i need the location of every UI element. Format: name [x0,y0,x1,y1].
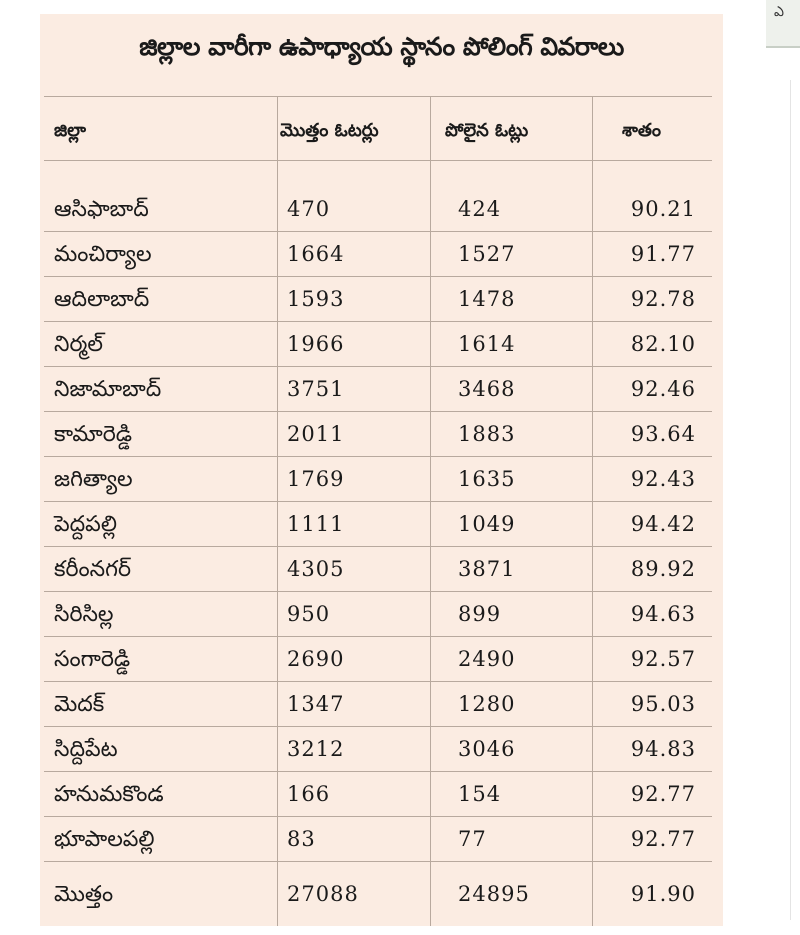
table-row [40,682,723,727]
percentage: 82.10 [630,332,696,356]
percentage: 94.63 [630,602,696,626]
total-voters: 1593 [287,287,345,311]
table-row [40,277,723,322]
polled-votes: 3468 [458,377,516,401]
percentage: 92.77 [630,827,696,851]
header-district: జిల్లా [54,120,87,141]
adjacent-column-glyph: ఎ [774,4,784,20]
district-name: కామారెడ్డి [54,422,133,447]
header-percentage: శాతం [622,120,662,141]
district-name: ఆసిఫాబాద్ [54,197,149,222]
total-voters: 3212 [287,737,345,761]
district-name: జగిత్యాల [54,467,133,492]
polled-votes: 154 [458,782,502,806]
polled-votes: 1614 [458,332,516,356]
table-row [40,592,723,637]
total-voters: 2690 [287,647,345,671]
percentage: 92.46 [630,377,696,401]
district-name: మంచిర్యాల [54,242,152,267]
total-voters: 4305 [287,557,345,581]
row-rule [44,861,712,862]
header-bottom-rule [44,160,712,161]
header-polled-votes: పోలైన ఓట్లు [445,120,529,141]
percentage: 95.03 [630,692,696,716]
table-row [40,817,723,862]
adjacent-column-tab [766,0,800,48]
table-title: జిల్లాల వారీగా ఉపాధ్యాయ స్థానం పోలింగ్ వివరాలు [139,32,624,61]
total-voters: 1769 [287,467,345,491]
polled-votes: 899 [458,602,502,626]
district-name: కరీంనగర్ [54,557,132,582]
district-name: నిజామాబాద్ [54,377,162,402]
table-row [40,412,723,457]
total-voters: 2011 [287,422,345,446]
district-name: సిరిసిల్ల [54,602,114,627]
polled-votes: 77 [458,827,487,851]
percentage: 89.92 [630,557,696,581]
percentage: 92.78 [630,287,696,311]
district-name: భూపాలపల్లి [54,827,155,852]
polled-votes: 1280 [458,692,516,716]
percentage: 94.83 [630,737,696,761]
polled-votes: 3046 [458,737,516,761]
district-name: మొత్తం [54,882,114,907]
header-total-voters: మొత్తం ఓటర్లు [280,120,379,141]
percentage: 91.77 [630,242,696,266]
table-row [40,232,723,277]
polled-votes: 424 [458,197,502,221]
percentage: 92.43 [630,467,696,491]
polled-votes: 1049 [458,512,516,536]
polled-votes: 1478 [458,287,516,311]
polling-table-card [40,14,723,926]
adjacent-column-rule [790,80,791,920]
district-name: నిర్మల్ [54,332,103,357]
table-row [40,457,723,502]
table-row [40,367,723,412]
total-voters: 166 [287,782,331,806]
percentage: 93.64 [630,422,696,446]
percentage: 92.57 [630,647,696,671]
polled-votes: 2490 [458,647,516,671]
percentage: 90.21 [630,197,696,221]
district-name: ఆదిలాబాద్ [54,287,150,312]
total-voters: 27088 [287,882,359,906]
district-name: సంగారెడ్డి [54,647,131,672]
table-row [40,547,723,592]
total-voters: 1664 [287,242,345,266]
polled-votes: 1527 [458,242,516,266]
total-voters: 1347 [287,692,345,716]
polled-votes: 24895 [458,882,530,906]
district-name: మెదక్ [54,692,105,717]
table-row [40,322,723,367]
polled-votes: 1635 [458,467,516,491]
polled-votes: 3871 [458,557,516,581]
table-row [40,502,723,547]
table-row [40,637,723,682]
total-voters: 1966 [287,332,345,356]
total-row [40,872,723,917]
district-name: హనుమకొండ [54,782,164,807]
table-row [40,727,723,772]
district-name: పెద్దపల్లి [54,512,117,537]
total-voters: 950 [287,602,331,626]
district-name: సిద్దిపేట [54,737,118,762]
polled-votes: 1883 [458,422,516,446]
percentage: 92.77 [630,782,696,806]
header-top-rule [44,96,712,97]
table-row [40,772,723,817]
percentage: 91.90 [630,882,696,906]
percentage: 94.42 [630,512,696,536]
total-voters: 3751 [287,377,345,401]
total-voters: 83 [287,827,316,851]
total-voters: 1111 [287,512,345,536]
table-row [40,187,723,232]
total-voters: 470 [287,197,331,221]
